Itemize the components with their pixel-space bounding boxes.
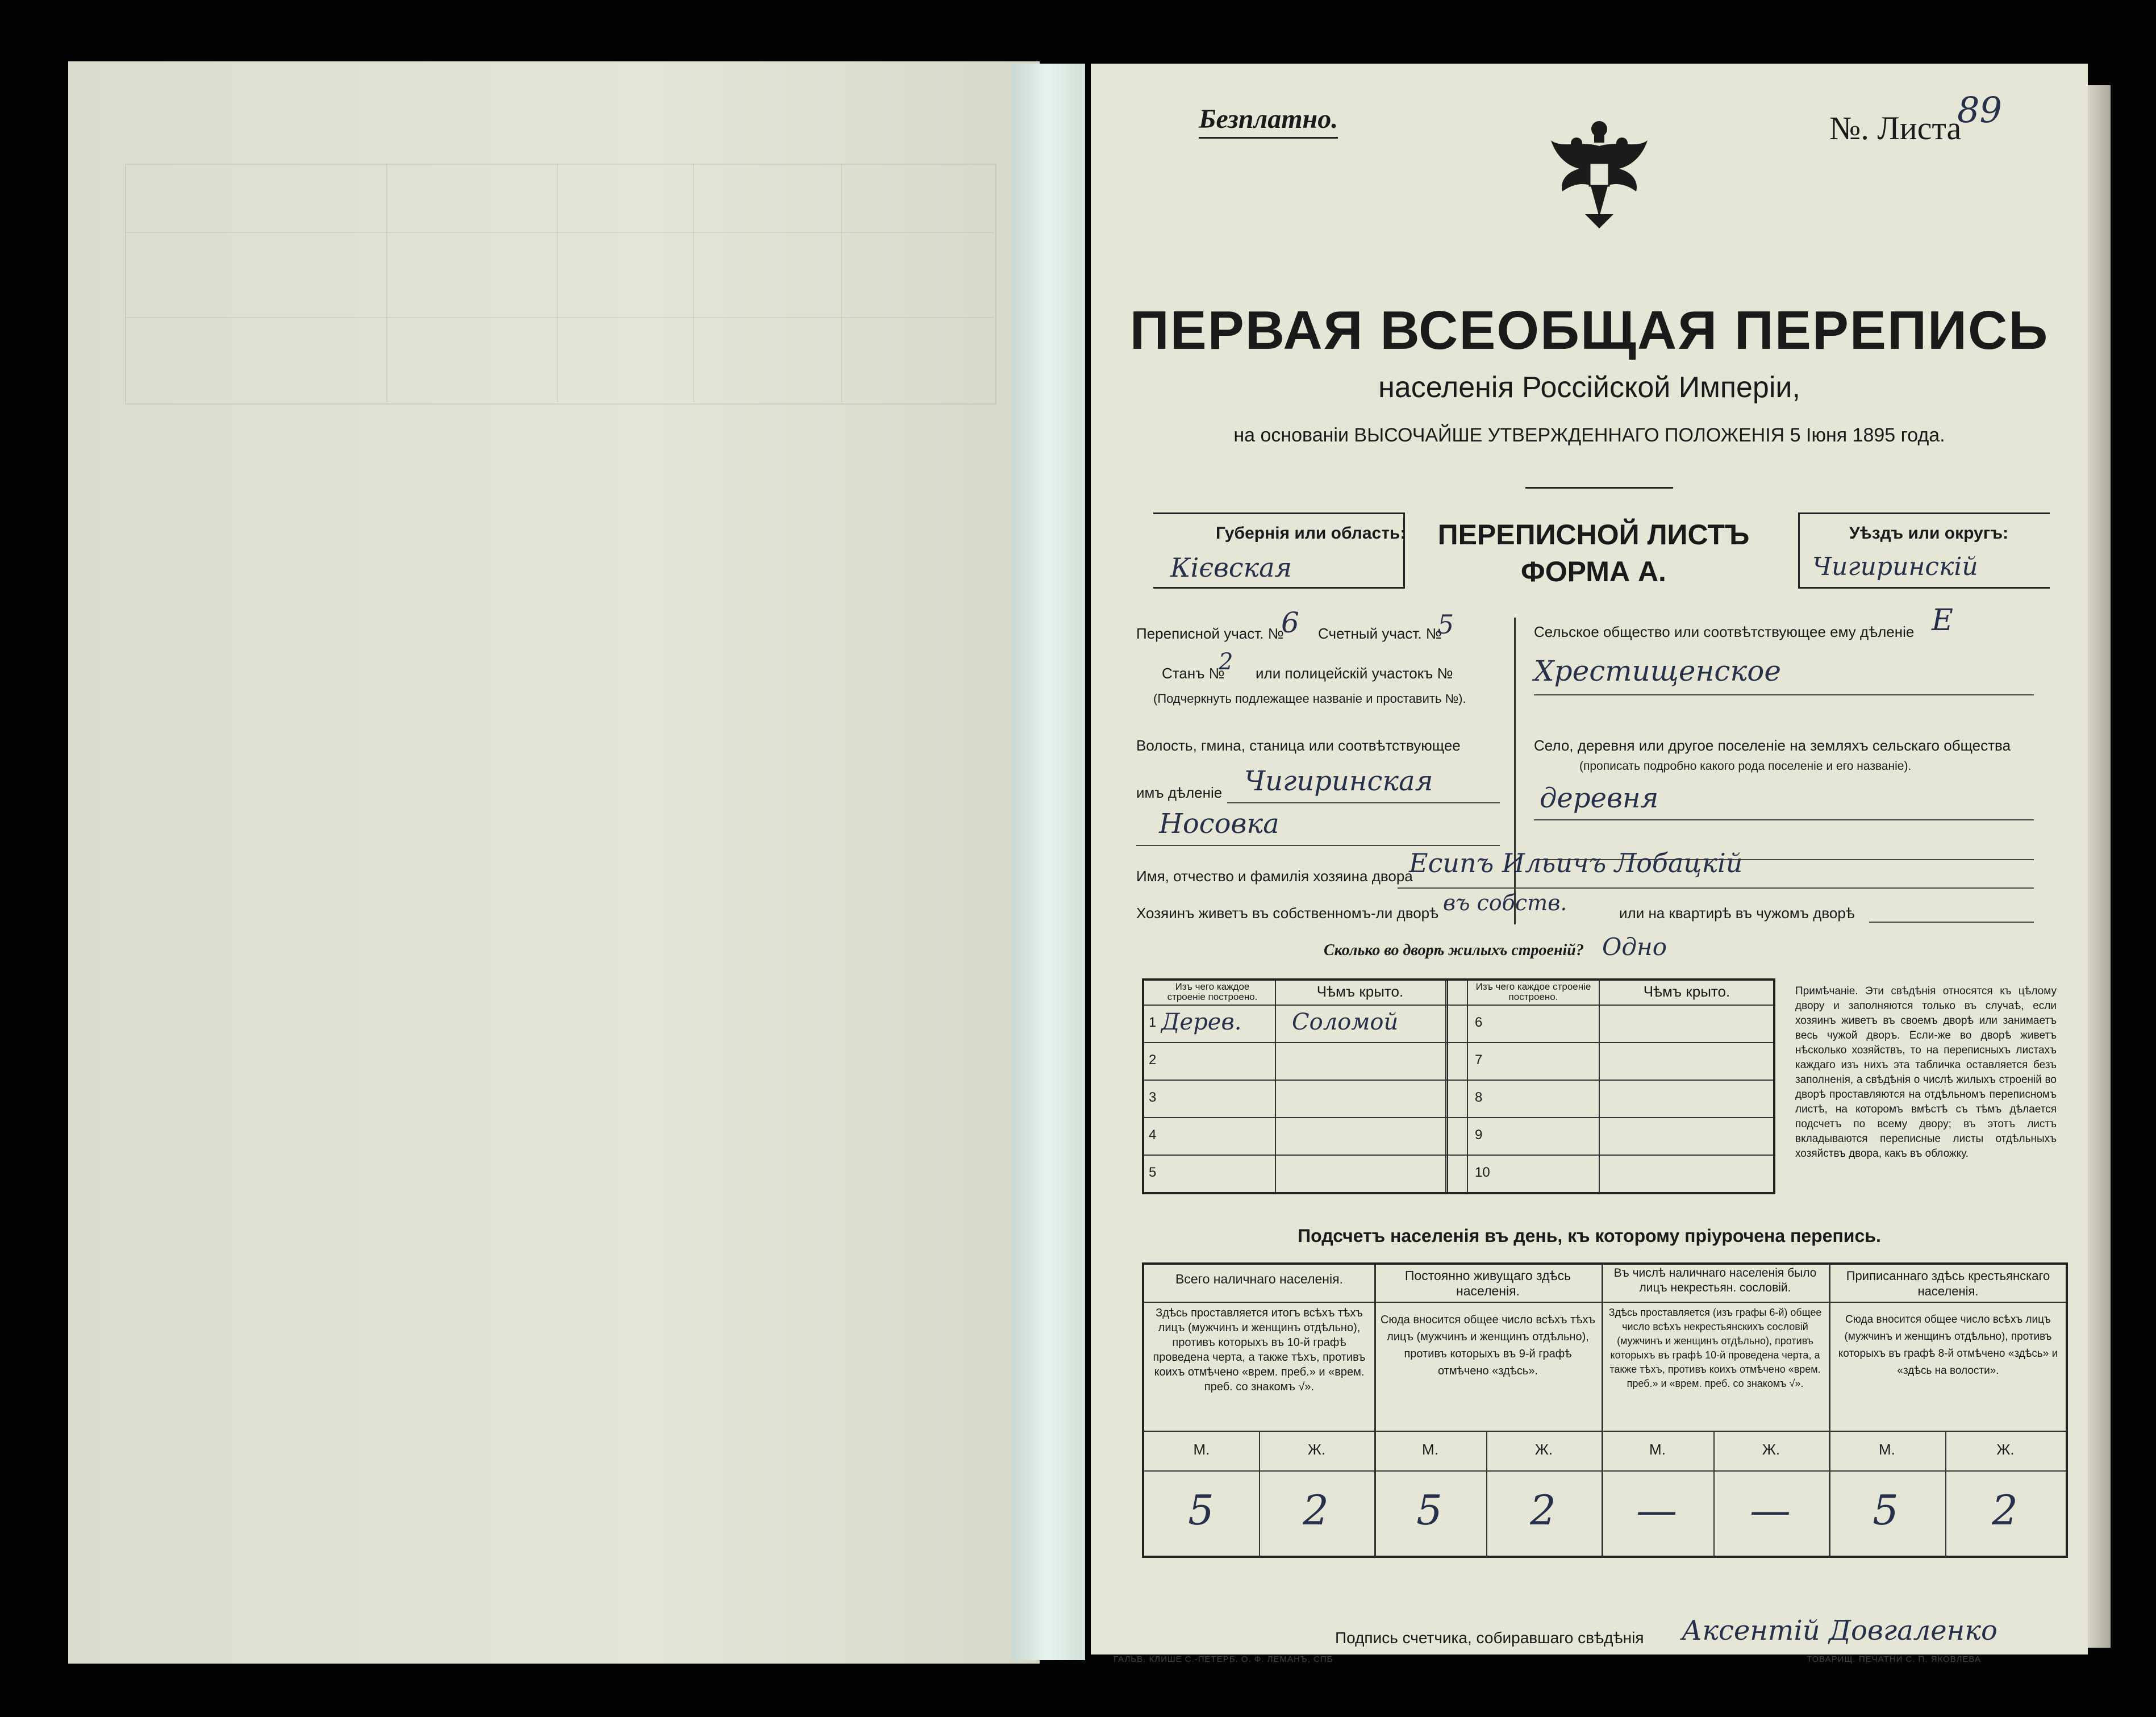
stan-note: (Подчеркнуть подлежащее названіе и проставить №). <box>1153 691 1466 706</box>
lives-line <box>1869 922 2034 923</box>
society-value: Хрестищенское <box>1534 655 1781 687</box>
row1-material: Дерев. <box>1161 1009 1242 1035</box>
female-label: Ж. <box>1996 1441 2015 1458</box>
census-form-page <box>1091 64 2088 1664</box>
buildings-value: Одно <box>1602 933 1667 961</box>
volost-label-2: имъ дѣленіе <box>1136 784 1223 801</box>
row-number: 9 <box>1475 1127 1483 1143</box>
sheet-number-label: №. Листа <box>1829 110 1962 147</box>
bleed-line <box>125 232 994 233</box>
bleed-line <box>557 164 558 402</box>
female-label: Ж. <box>1307 1441 1326 1458</box>
census-area-label: Переписной участ. № <box>1136 625 1284 642</box>
count-value: — <box>1750 1486 1791 1534</box>
form-title: ПЕРЕПИСНОЙ ЛИСТЪ <box>1437 519 1750 551</box>
group-4-head: Приписаннаго здѣсь крестьянскаго населенія. <box>1846 1269 2050 1298</box>
district-label: Уѣздъ или округъ: <box>1849 524 2009 543</box>
male-label: М. <box>1193 1441 1210 1458</box>
page-edges <box>2088 85 2111 1648</box>
district-value: Чигиринскій <box>1812 552 1978 581</box>
male-label: М. <box>1879 1441 1895 1458</box>
row-number: 2 <box>1149 1052 1157 1068</box>
owner-value: Есипъ Ильичъ Лобацкій <box>1409 848 1743 878</box>
row-number: 1 <box>1149 1015 1157 1030</box>
left-page <box>68 61 1040 1664</box>
form-subtitle: ФОРМА А. <box>1521 556 1666 587</box>
lives-label-2: или на квартирѣ въ чужомъ дворѣ <box>1619 905 1855 922</box>
female-label: Ж. <box>1534 1441 1553 1458</box>
row-number: 4 <box>1149 1127 1157 1143</box>
group-1-desc: Здѣсь проставляется итогъ всѣхъ тѣхъ лицъ (мужчинъ и женщинъ отдѣльно), противъ которыхъ въ 10-й графѣ проведена черта, а также тѣхъ, противъ коихъ отмѣчено «врем. преб.» и «врем. преб. со знакомъ √». <box>1153 1307 1366 1393</box>
census-area-value: 6 <box>1281 606 1299 639</box>
roof-header-2: Чѣмъ крыто. <box>1643 983 1730 1000</box>
police-label: или полицейскій участокъ № <box>1256 665 1453 682</box>
count-area-label: Счетный участ. № <box>1318 625 1442 642</box>
count-value: 2 <box>1992 1486 2018 1534</box>
volost-line-2 <box>1136 845 1500 846</box>
double-headed-eagle-emblem <box>1545 118 1653 231</box>
male-label: М. <box>1422 1441 1438 1458</box>
society-line <box>1534 694 2034 695</box>
count-value: 5 <box>1416 1486 1442 1534</box>
lives-value: въ собств. <box>1443 890 1567 915</box>
row-number: 3 <box>1149 1090 1157 1105</box>
census-basis: на основаніи ВЫСОЧАЙШЕ УТВЕРЖДЕННАГО ПОЛОЖЕНІЯ 5 Іюня 1895 года. <box>1233 424 1945 446</box>
owner-line <box>1398 887 2034 889</box>
census-subtitle: населенія Россійской Имперіи, <box>1378 371 1800 404</box>
bleed-line <box>386 164 387 402</box>
volost-label: Волость, гмина, станица или соотвѣтствующее <box>1136 737 1461 754</box>
count-value: 5 <box>1188 1486 1214 1534</box>
group-3-head: Въ числѣ наличнаго населенія было лицъ некрестьян. сословій. <box>1613 1266 1817 1294</box>
census-title: ПЕРВАЯ ВСЕОБЩАЯ ПЕРЕПИСЬ <box>1129 300 2049 361</box>
group-3-desc: Здѣсь проставляется (изъ графы 6-й) общее число всѣхъ некрестьянскихъ сословій (мужчинъ и женщинъ отдѣльно), противъ которыхъ въ графѣ 10-й проведена черта, а также тѣхъ, противъ коихъ отмѣчено «врем. преб.» и «врем. преб. со знакомъ √». <box>1608 1307 1822 1389</box>
village-value: деревня <box>1540 782 1659 814</box>
signature-value: Аксентій Довгаленко <box>1682 1615 1997 1647</box>
buildings-note: Примѣчаніе. Эти свѣдѣнія относятся къ цѣлому двору и заполняются только въ случаѣ, если хозяинъ живетъ въ своемъ дворѣ или занимаетъ весь чужой дворъ. Если-же во дворѣ живетъ нѣсколько хозяйствъ, то на переписныхъ листахъ каждаго изъ нихъ эта табличка оставляется безъ заполненія, а свѣдѣнія о числѣ жилыхъ строеній во дворѣ проставляются на отдѣльномъ переписномъ листѣ, на которомъ вмѣстѣ съ тѣмъ дѣлается подсчетъ по всему двору; въ этотъ листъ вкладываются переписные листы отдѣльныхъ хозяйствъ двора, какъ въ обложку. <box>1795 985 2057 1160</box>
owner-label: Имя, отчество и фамилія хозяина двора <box>1136 868 1413 885</box>
printer-right: ТОВАРИЩ. ПЕЧАТНИ С. П. ЯКОВЛЕВА <box>1807 1655 1981 1664</box>
row1-roof: Соломой <box>1292 1009 1399 1035</box>
population-count-table <box>1142 1262 2068 1558</box>
volost-value: Чигиринская <box>1244 765 1433 797</box>
province-label: Губернія или область: <box>1216 524 1406 543</box>
count-value: 5 <box>1873 1486 1899 1534</box>
province-value: Кієвская <box>1170 552 1292 583</box>
bleed-line <box>841 164 842 402</box>
buildings-label: Сколько во дворѣ жилыхъ строеній? <box>1324 941 1584 959</box>
stan-label: Станъ № <box>1162 665 1225 682</box>
buildings-table <box>1142 978 1775 1194</box>
count-area-value: 5 <box>1437 609 1454 640</box>
female-label: Ж. <box>1762 1441 1780 1458</box>
count-value: — <box>1636 1486 1677 1534</box>
male-label: М. <box>1649 1441 1666 1458</box>
sheet-number: 89 <box>1957 89 2002 131</box>
book-spine <box>1011 64 1085 1660</box>
group-4-desc: Сюда вносится общее число всѣхъ лицъ (мужчинъ и женщинъ отдѣльно), противъ которыхъ въ графѣ 8-й отмѣчено «здѣсь» и «здѣсь на волости». <box>1838 1314 2058 1377</box>
row-number: 7 <box>1475 1052 1483 1068</box>
lives-label: Хозяинъ живетъ въ собственномъ-ли дворѣ <box>1136 905 1439 922</box>
free-label: Безплатно. <box>1199 103 1338 139</box>
village-note: (прописать подробно какого рода поселеніе и его названіе). <box>1579 760 1912 773</box>
count-title: Подсчетъ населенія въ день, къ которому пріурочена перепись. <box>1298 1226 1881 1246</box>
row-number: 5 <box>1149 1165 1157 1180</box>
group-1-head: Всего наличнаго населенія. <box>1175 1272 1343 1286</box>
fields-divider <box>1514 618 1516 924</box>
stan-value: 2 <box>1219 649 1233 675</box>
volost-value-2: Носовка <box>1159 808 1279 840</box>
group-2-head: Постоянно живущаго здѣсь населенія. <box>1404 1268 1571 1298</box>
count-value: 2 <box>1530 1486 1556 1534</box>
count-value: 2 <box>1303 1486 1329 1534</box>
row-number: 8 <box>1475 1090 1483 1105</box>
village-line <box>1534 819 2034 820</box>
signature-label: Подпись счетчика, собиравшаго свѣдѣнія <box>1335 1629 1644 1647</box>
row-number: 6 <box>1475 1015 1483 1030</box>
printer-left: ГАЛЬВ. КЛИШЕ С.-ПЕТЕРБ. О. Ф. ЛЕМАНЪ, СПБ <box>1114 1655 1333 1664</box>
group-2-desc: Сюда вносится общее число всѣхъ тѣхъ лицъ (мужчинъ и женщинъ отдѣльно), противъ которыхъ въ 9-й графѣ отмѣчено «здѣсь». <box>1380 1314 1596 1377</box>
bleed-line <box>125 317 994 318</box>
ornament-divider <box>1525 487 1673 489</box>
roof-header: Чѣмъ крыто. <box>1316 983 1404 1000</box>
volost-line <box>1227 802 1500 803</box>
village-label: Село, деревня или другое поселеніе на земляхъ сельскаго общества <box>1534 737 2011 754</box>
society-mark: Е <box>1932 603 1953 637</box>
material-header-2: Изъ чего каждое строеніе построено. <box>1475 981 1591 1002</box>
bleed-through-table <box>125 164 996 405</box>
material-header: Изъ чего каждое строеніе построено. <box>1167 981 1258 1002</box>
bleed-line <box>693 164 694 402</box>
row-number: 10 <box>1475 1165 1490 1180</box>
society-label: Сельское общество или соотвѣтствующее ему дѣленіе <box>1534 623 1915 640</box>
